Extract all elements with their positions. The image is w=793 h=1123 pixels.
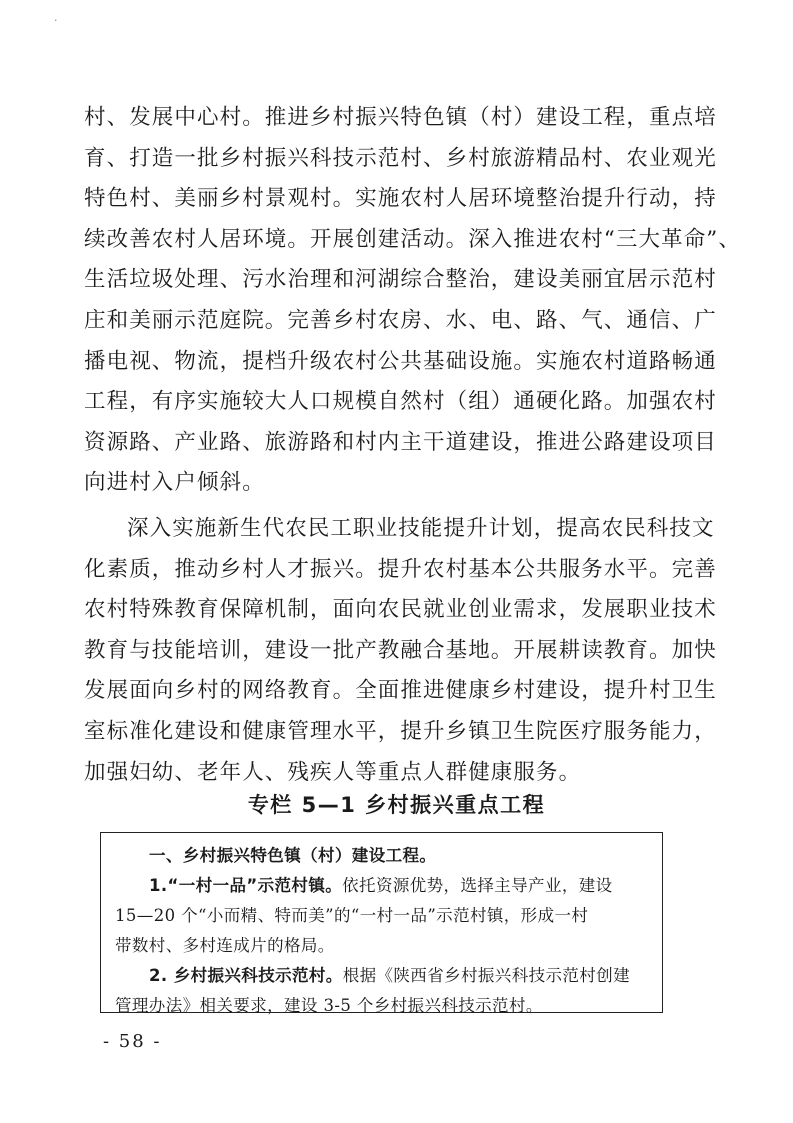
text-line: 农村特殊教育保障机制，面向农民就业创业需求，发展职业技术: [84, 597, 717, 623]
text-line: 特色村、美丽乡村景观村。实施农村人居环境整治提升行动，持: [84, 186, 717, 212]
text-line: 化素质，推动乡村人才振兴。提升农村基本公共服务水平。完善: [84, 556, 717, 582]
text-line: 播电视、物流，提档升级农村公共基础设施。实施农村道路畅通: [84, 348, 717, 374]
feature-box: [100, 832, 663, 1013]
feature-box-content: [115, 841, 652, 1021]
section-heading: 一、乡村振兴特色镇（村）建设工程。: [149, 846, 437, 865]
paragraph-1: [84, 98, 741, 504]
item-1-text: 依托资源优势，选择主导产业，建设: [342, 876, 613, 895]
text-line: 工程，有序实施较大人口规模自然村（组）通硬化路。加强农村: [84, 389, 717, 415]
text-line: 发展面向乡村的网络教育。全面推进健康乡村建设，提升村卫生: [84, 678, 717, 704]
page-number: - 58 -: [103, 1031, 162, 1052]
text-line: 加强妇幼、老年人、残疾人等重点人群健康服务。: [84, 759, 582, 785]
item-1-line-1: [115, 871, 652, 901]
item-1-line-2: 15—20 个“小而精、特而美”的“一村一品”示范村镇，形成一村: [115, 906, 589, 925]
text-line: 育、打造一批乡村振兴科技示范村、乡村旅游精品村、农业观光: [84, 145, 717, 171]
text-line: 教育与技能培训，建设一批产教融合基地。开展耕读教育。加快: [84, 637, 717, 663]
text-line: 村、发展中心村。推进乡村振兴特色镇（村）建设工程，重点培: [84, 105, 717, 130]
item-2-line-2: 管理办法》相关要求，建设 3-5 个乡村振兴科技示范村。: [115, 996, 543, 1015]
item-2-text: 根据《陕西省乡村振兴科技示范村创建: [342, 966, 631, 985]
body-text: [84, 98, 741, 793]
item-1-label: 1.“一村一品”示范村镇。: [149, 876, 343, 895]
text-line: 深入实施新生代农民工职业技能提升计划，提高农民科技文: [127, 515, 715, 541]
paragraph-2: [84, 509, 717, 793]
text-line: 续改善农村人居环境。开展创建活动。深入推进农村“三大革命”、: [84, 226, 741, 252]
text-line: 资源路、产业路、旅游路和村内主干道建设，推进公路建设项目: [84, 429, 717, 455]
item-1-line-3: 带数村、多村连成片的格局。: [115, 936, 335, 955]
box-title: 专栏 5—1 乡村振兴重点工程: [247, 793, 546, 817]
text-line: 室标准化建设和健康管理水平，提升乡镇卫生院医疗服务能力，: [84, 718, 717, 744]
scan-corner-mark: ·: [54, 14, 58, 27]
text-line: 庄和美丽示范庭院。完善乡村农房、水、电、路、气、通信、广: [84, 307, 717, 333]
item-2-line-1: [115, 961, 652, 991]
text-line: 生活垃圾处理、污水治理和河湖综合整治，建设美丽宜居示范村: [84, 267, 717, 293]
item-2-label: 2. 乡村振兴科技示范村。: [149, 966, 343, 985]
text-line: 向进村入户倾斜。: [84, 470, 265, 496]
